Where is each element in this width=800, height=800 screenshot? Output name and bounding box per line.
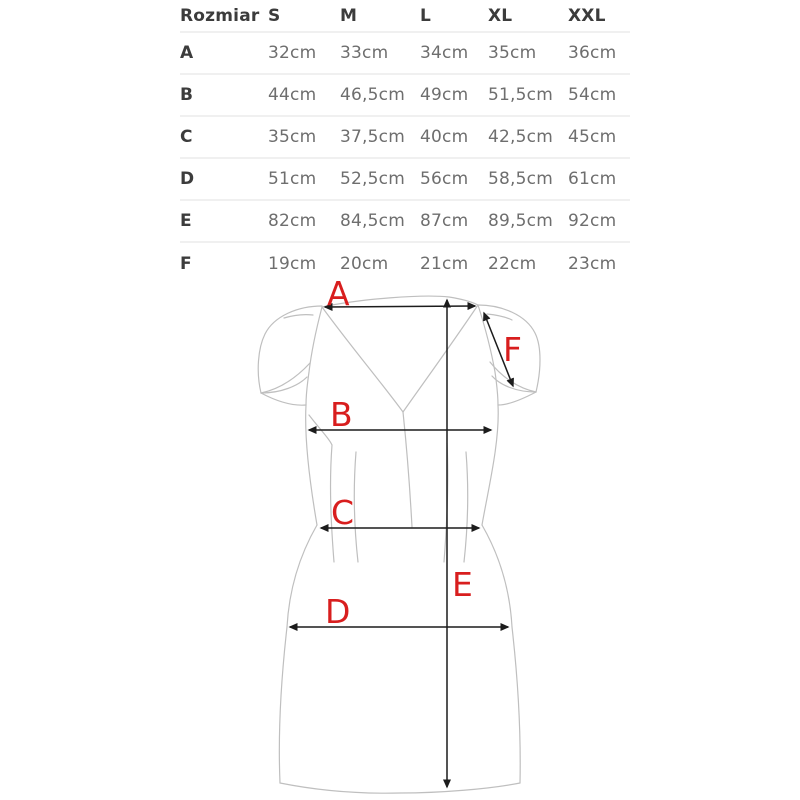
size-value: 19cm xyxy=(268,254,317,274)
label-c: C xyxy=(331,493,355,532)
size-value: 36cm xyxy=(568,43,617,63)
size-value: 35cm xyxy=(488,43,537,63)
header-cell-m: M xyxy=(340,5,358,26)
size-value: 44cm xyxy=(268,85,317,105)
size-value: 51cm xyxy=(268,169,317,189)
size-value: 61cm xyxy=(568,169,617,189)
size-value: 49cm xyxy=(420,85,469,105)
size-value: 35cm xyxy=(268,127,317,147)
row-label: D xyxy=(180,169,195,189)
label-b: B xyxy=(330,395,353,434)
dress-outline xyxy=(258,296,540,793)
header-cell-xl: XL xyxy=(488,5,513,26)
size-value: 46,5cm xyxy=(340,85,405,105)
measurement-arrows xyxy=(290,300,513,787)
size-value: 52,5cm xyxy=(340,169,405,189)
size-value: 51,5cm xyxy=(488,85,553,105)
label-a: A xyxy=(327,274,350,313)
size-value: 37,5cm xyxy=(340,127,405,147)
size-value: 82cm xyxy=(268,211,317,231)
size-value: 33cm xyxy=(340,43,389,63)
header-cell-rozmiar: Rozmiar xyxy=(180,5,260,26)
size-value: 54cm xyxy=(568,85,617,105)
size-value: 84,5cm xyxy=(340,211,405,231)
measurement-labels xyxy=(325,274,522,631)
row-label: B xyxy=(180,85,194,105)
size-value: 87cm xyxy=(420,211,469,231)
header-cell-l: L xyxy=(420,5,432,26)
size-value: 32cm xyxy=(268,43,317,63)
size-value: 42,5cm xyxy=(488,127,553,147)
size-value: 21cm xyxy=(420,254,469,274)
header-cell-s: S xyxy=(268,5,281,26)
label-e: E xyxy=(452,565,473,604)
size-value: 89,5cm xyxy=(488,211,553,231)
header-cell-xxl: XXL xyxy=(568,5,606,26)
row-label: C xyxy=(180,127,193,147)
size-value: 22cm xyxy=(488,254,537,274)
size-value: 92cm xyxy=(568,211,617,231)
size-value: 23cm xyxy=(568,254,617,274)
row-label: A xyxy=(180,43,194,63)
label-d: D xyxy=(325,592,351,631)
size-value: 34cm xyxy=(420,43,469,63)
size-value: 45cm xyxy=(568,127,617,147)
size-value: 56cm xyxy=(420,169,469,189)
size-value: 58,5cm xyxy=(488,169,553,189)
row-label: F xyxy=(180,254,192,274)
size-value: 40cm xyxy=(420,127,469,147)
row-label: E xyxy=(180,211,192,231)
label-f: F xyxy=(503,330,522,369)
size-value: 20cm xyxy=(340,254,389,274)
